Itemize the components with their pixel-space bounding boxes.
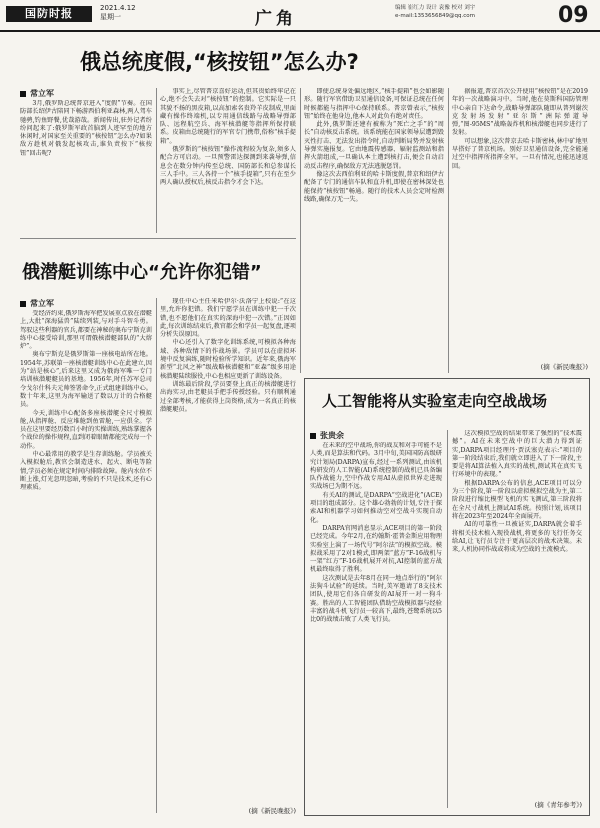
article3-col-1 — [310, 442, 442, 804]
paragraph: 即使总统身处偏远地区,“核手提箱”也会如影随形。随行军官借助卫星通信设备,可保证总统在任何时候都能与指挥中心保持联系。普京曾表示,“核按钮”始终在他身边,他本人对此负有绝对责任。 — [304, 88, 444, 120]
paragraph: 在未来的空中战场,你的战友和对手可能不是人类,而是算法和代码。3月中旬,美国国防高级研究计划局(DARPA)宣布,经过一系列测试,由该机构研发的人工智能(AI)系统控制的战机已具备编队作战能力,空中作战专用AI从虚拟世界走进现实战场已为期不远。 — [310, 442, 442, 491]
paragraph: 今天,训练中心配备多座核潜艇全尺寸模拟舱,从指挥舱、反应堆舱到鱼雷舱,一应俱全。学员在这里要经历数百小时的实操训练,熟练掌握各个战位的操作规程,直到闭着眼睛都能完成每一个动作。 — [20, 409, 152, 450]
article1-col-4 — [452, 88, 588, 358]
article3-source: (摘《青年参考》) — [534, 801, 582, 809]
editors-email: e-mail:1353656849@qq.com — [395, 13, 475, 19]
article1-source: (摘《新民晚报》) — [540, 363, 588, 371]
newspaper-logo: 国防时报 — [6, 6, 92, 22]
article3-author: 张贵余 — [320, 431, 344, 440]
section-divider — [20, 238, 296, 239]
article2-source: (摘《新民晚报》) — [248, 807, 296, 815]
paragraph: DARPA官网消息显示,ACE项目的第一阶段已经完成。今年2月,在约翰斯·霍普金斯应用物理实验室上演了一场代号“阿尔法”的模拟空战。模拟战采用了2对1模式,即两架“蓝方”F-16战机与一架“红方”F-16战机展开对抗,AI控制的蓝方战机最终取得了胜利。 — [310, 524, 442, 574]
byline-square-icon — [310, 433, 316, 439]
article2-title: 俄潜艇训练中心“允许你犯错” — [22, 262, 262, 283]
paragraph: 受经济约束,俄罗斯海军把发展重点放在潜艇上,大批“深海猛兽”陆续列装,与对手斗智斗勇。驾驭这些利器的官兵,都要在神秘的奥布宁斯克训练中心接受培训,那里可谓俄核潜艇部队的“大熔炉”。 — [20, 310, 152, 351]
article2-col-2 — [160, 298, 296, 803]
article2-col-1 — [20, 310, 152, 815]
paragraph: 根据DARPA公布的信息,ACE项目可以分为三个阶段,第一阶段以虚拟模拟空战为主,第二阶段进行缩比模型飞机的实飞测试,第三阶段将在全尺寸战机上测试AI系统。按照计划,该项目将在2023年至2024年全面展开。 — [452, 479, 582, 520]
article1-author: 常立军 — [30, 89, 54, 98]
paragraph: AI的可靠性一旦被证实,DARPA就会着手将相关技术植入现役战机,将更多的飞行任务交给AI,让飞行员专注于更高层次的战术决策。未来,人机协同作战或将成为空战的主流模式。 — [452, 521, 582, 554]
paragraph: 俄罗斯的“核按钮”操作流程较为复杂,须多人配合方可启动。一旦预警雷达探测到来袭导弹,信息会在数分钟内传至总统、国防部长和总参谋长三人手中。三人各持一个“核手提箱”,只有在至少两人确认授权后,核反击指令才会下达。 — [160, 146, 296, 187]
article1-col-1 — [20, 100, 152, 232]
page-number: 09 — [558, 3, 589, 28]
column-divider — [448, 88, 449, 373]
paragraph: 现任中心主任米哈伊尔·沃洛宁上校说:“在这里,允许你犯错。我们宁愿学员在训练中犯一千次错,也不愿他们在真实的深海中犯一次错。”正因如此,每次训练结束后,教官都会和学员一起复盘,逐项分析失误原因。 — [160, 298, 296, 339]
editors-line: 编辑 崔红力 设计 袁豫 校对 刘宇 — [395, 5, 476, 11]
paragraph: 此外,俄罗斯还建有被称为“死亡之手”的“周长”自动核反击系统。该系统能在国家领导层遭到毁灭性打击、无法发出指令时,自动判断局势并发射核导弹实施报复。它由地震传感器、辐射监测站和指挥火箭组成,一旦确认本土遭到核打击,便会自动启动反击程序,确保敌方无法逃脱惩罚。 — [304, 121, 444, 170]
article1-byline — [20, 88, 54, 99]
paragraph: 可以想象,这次普京去哈卡斯密林,林中矿地里早搭好了普京机场。别好卫星通信设备,完全能通过空中指挥所指挥全军。一旦有情况,也能迅速返回。 — [452, 137, 588, 170]
column-divider — [300, 88, 301, 373]
article2-author: 常立军 — [30, 299, 54, 308]
paragraph: 像这次去西伯利亚的哈卡斯度假,普京和绍伊古配备了专门的通信车队和直升机,即使在密林深处也能保持“核按钮”畅通。随行的技术人员会定时检测线路,确保万无一失。 — [304, 170, 444, 203]
issue-weekday: 星期一 — [100, 13, 121, 21]
section-title: 广角 — [255, 9, 297, 29]
article2-byline — [20, 298, 54, 309]
paragraph: 事实上,尽管普京喜好运动,但其贵始终牢记在心,绝不会失去对“核按钮”的控制。它实际是一只其貌不扬的黑皮箱,以高加索名贵羚羊皮制成,里面藏有操作终端机,以专用通信线路与战略导弹部队、远程航空兵、海军核潜艇等指挥所保持联系。皮箱由总统随行的军官专门携带,俗称“核手提箱”。 — [160, 88, 296, 145]
byline-square-icon — [20, 91, 26, 97]
article3-col-2 — [452, 430, 582, 792]
paragraph: 中心还引入了数字化训练系统,可模拟各种海域、各种敌情下的作战场景。学员可以在虚拟环境中反复演练,随时检验所学知识。近年来,俄海军新型“北风之神”级战略核潜艇和“亚森”级多用途核潜艇陆续服役,中心也相应更新了训练设备。 — [160, 339, 296, 380]
column-divider — [156, 88, 157, 233]
paragraph: 奥布宁斯克是俄罗斯第一座核电站所在地。1954年,苏联第一座核潜艇训练中心在此建立,因为“站是核心”,后来这里又成为俄海军唯一专门培训核潜艇艇员的基地。1956年,时任苏军总司令戈尔什科夫元帅签署命令,正式组建训练中心。数十年来,这里为海军输送了数以万计的合格艇员。 — [20, 351, 152, 409]
editors-block — [395, 4, 545, 20]
article3-byline — [310, 430, 344, 441]
article1-title: 俄总统度假,“核按钮”怎么办? — [80, 50, 359, 74]
article1-col-3 — [304, 88, 444, 373]
issue-date: 2021.4.12 — [100, 4, 136, 12]
paragraph: 据报道,普京首次公开使用“核按钮”是在2019年的一次战略演习中。当时,他在莫斯科国防管理中心亲自下达命令,战略导弹部队随即从普列谢茨克发射场发射“亚尔斯”洲际弹道导弹,“图-95MS”战略轰炸机和核潜艇也同步进行了发射。 — [452, 88, 588, 137]
paragraph: 这次测试是去年8月在同一地点举行的“阿尔法狗斗试验”的延续。当时,美军邀请了8支技术团队,使用它们各自研发的AI展开一对一狗斗赛。胜出的人工智能团队借助空战模拟器与经验丰富的战斗机飞行员一较高下,最终,苍鹭系统以5比0的战绩击败了人类飞行员。 — [310, 574, 442, 624]
paragraph: 这次模拟空战的结果带来了强烈的“技术震撼”。AI在未来空战中的巨大潜力得到证实,DARPA项目经理丹·贾沃塞克表示:“项目的第一阶段结束后,我们就立即进入了下一阶段,主要是将AI算法植入真实的战机,测试其在真实飞行环境中的表现。” — [452, 430, 582, 479]
column-divider — [447, 430, 448, 808]
paragraph: 有关AI的测试,是DARPA“空战进化”(ACE)项目的组成部分。这个雄心勃勃的计划,专注于探索AI和机器学习如何推动空对空战斗实现自动化。 — [310, 491, 442, 524]
paragraph: 训练最后阶段,学员要登上真正的核潜艇进行出海实习,由老艇员手把手传授经验。只有顺利通过全部考核,才能获得上岗资格,成为一名真正的核潜艇艇员。 — [160, 380, 296, 413]
paragraph: 3月,俄罗斯总统普京进入“度假”节奏。在国防部长绍伊古陪同下畅游西伯利亚森林,两人驾车驰骋,钓鱼野餐,优哉游哉。新闻传出,驻外记者纷纷问起来了:俄罗斯军政首脑到人迹罕至的地方休闲时,对国家至关重要的“核按钮”怎么办?如果敌方趁机对俄发起核攻击,谁负责按下“核按钮”回击呢? — [20, 100, 152, 157]
paragraph: 中心最常用的教学是生存训练舱。学员被关入模拟舱后,教官会制造进水、起火、断电等险情,学员必须在规定时间内排除故障。舱内水位不断上涨,灯光忽明忽暗,考验的不只是技术,还有心理素质。 — [20, 451, 152, 492]
article1-col-2 — [160, 88, 296, 233]
article3-title: 人工智能将从实验室走向空战战场 — [322, 392, 548, 410]
byline-square-icon — [20, 301, 26, 307]
column-divider — [156, 298, 157, 813]
issue-date-block — [100, 4, 136, 22]
